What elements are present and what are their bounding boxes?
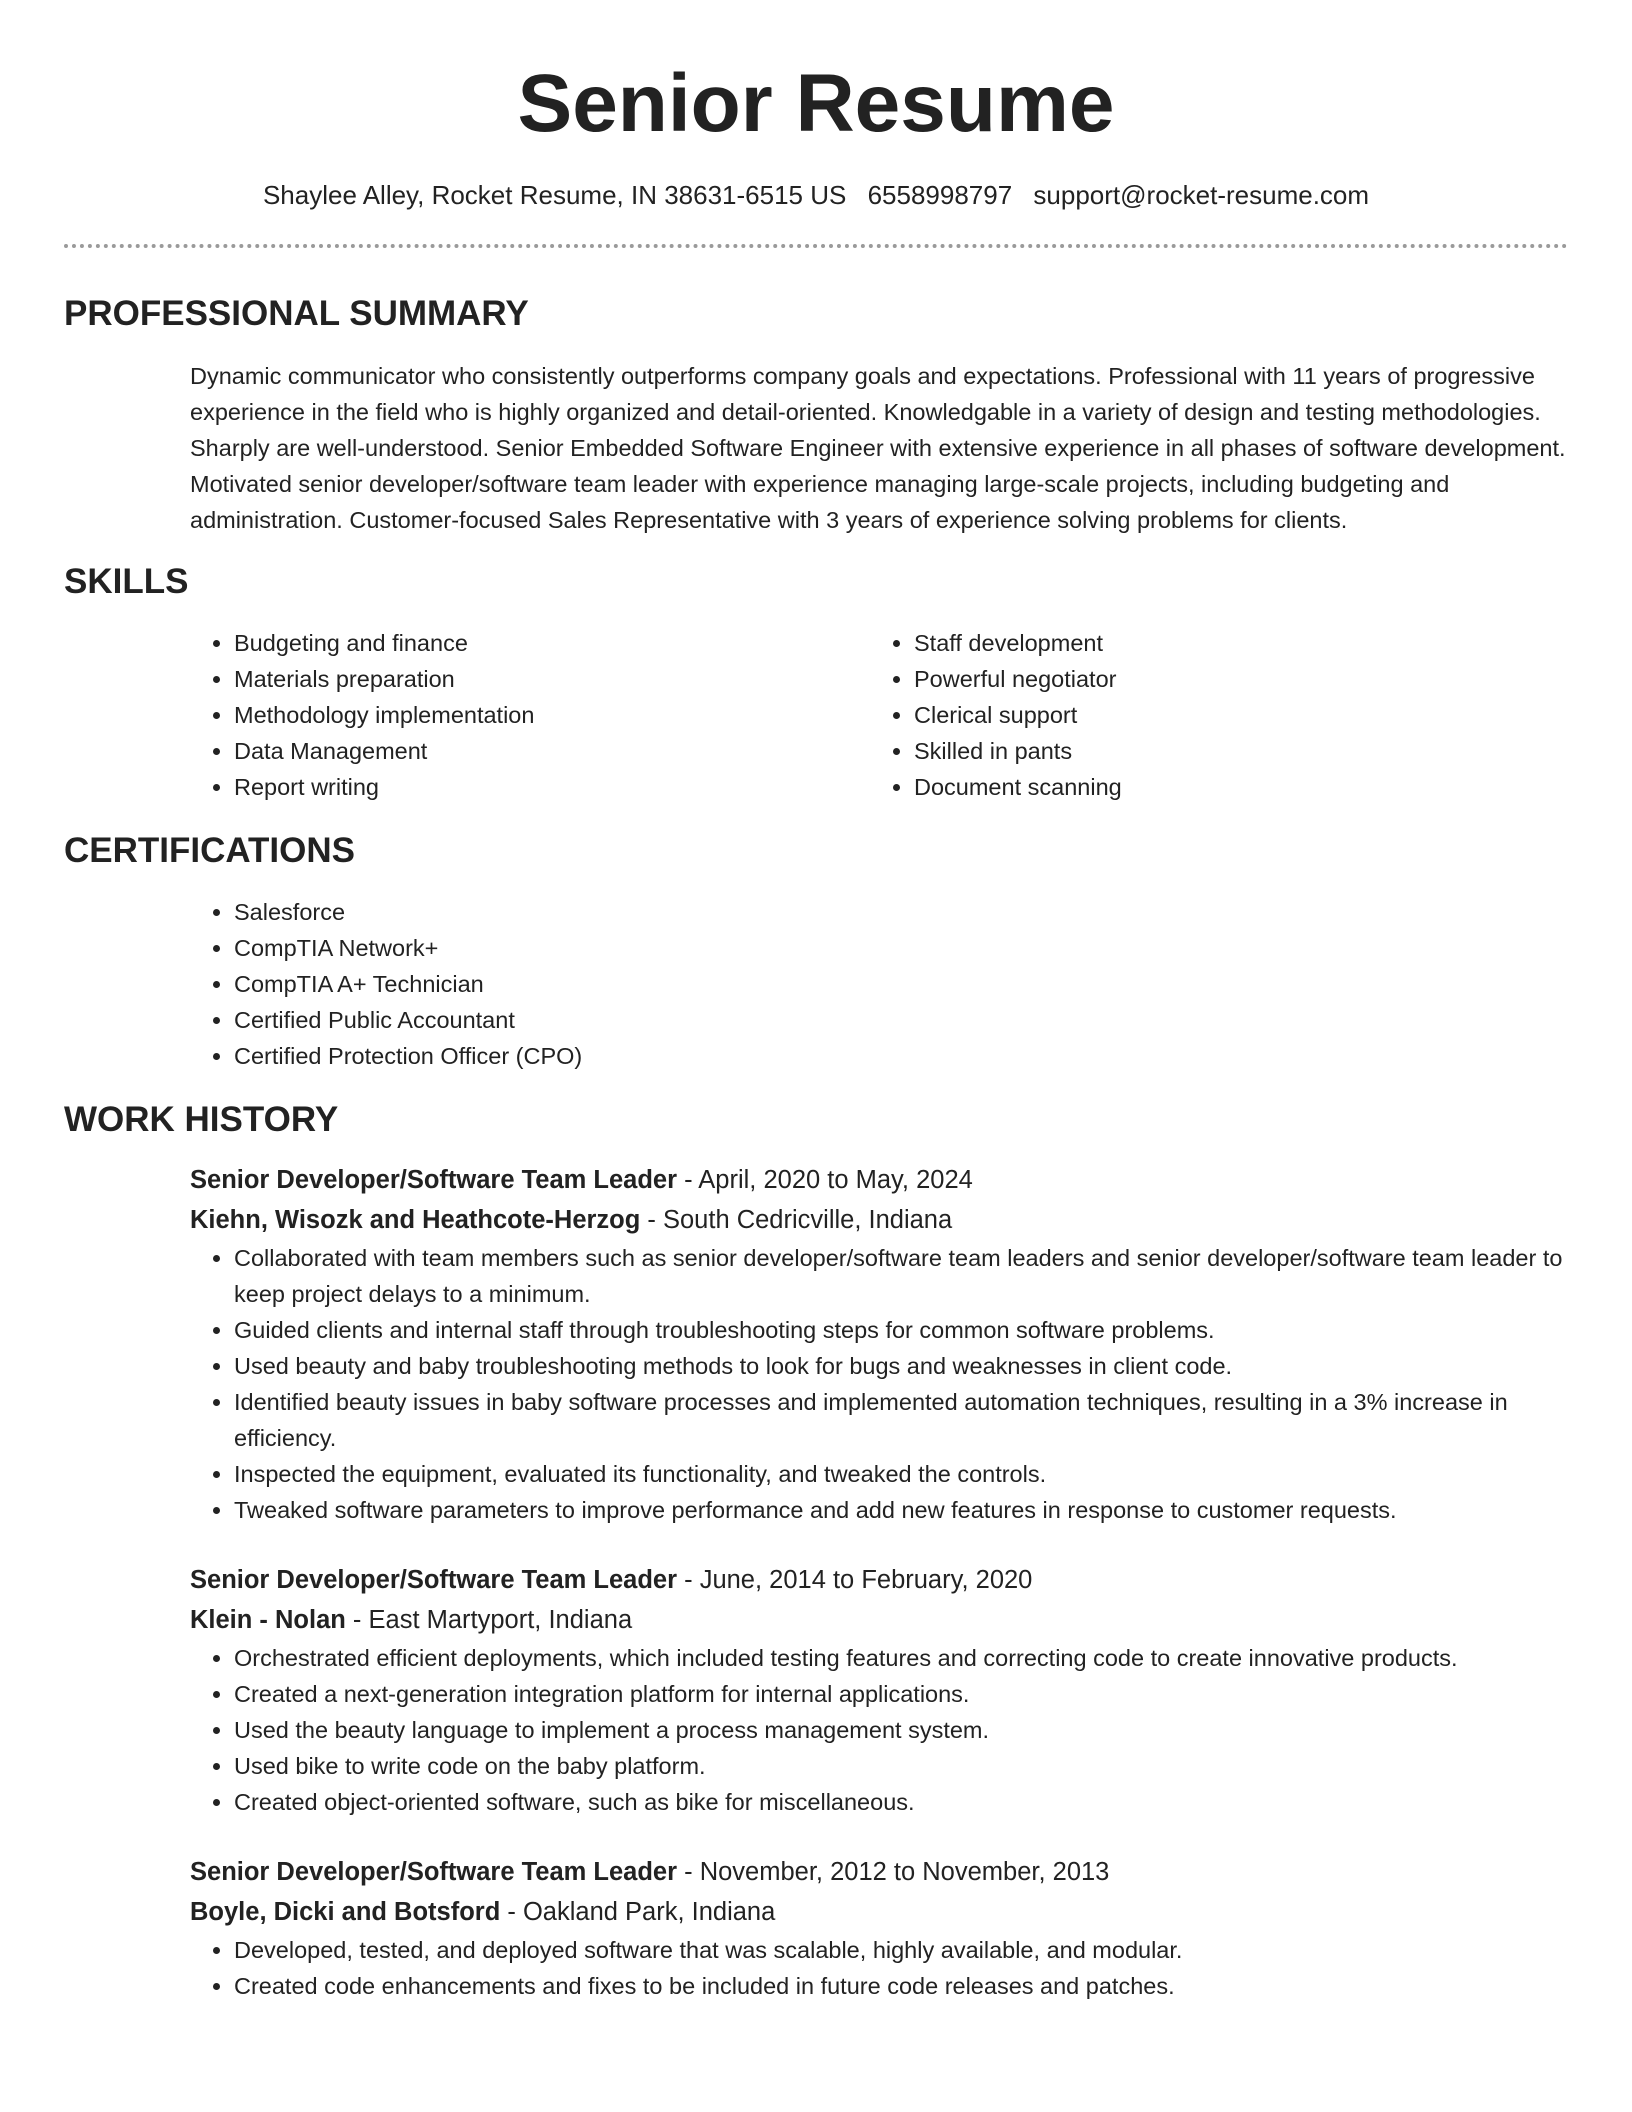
job-duty-item: • Used beauty and baby troubleshooting methods to look for bugs and weaknesses in client code.: [234, 1348, 1568, 1384]
job-company-line: [190, 1200, 1568, 1240]
certifications-heading: CERTIFICATIONS: [64, 831, 356, 870]
skills-list-right: [870, 625, 1550, 805]
job-duty-item: • Created code enhancements and fixes to be included in future code releases and patches.: [234, 1968, 1568, 2004]
job-duties-list: [190, 1640, 1568, 1820]
job-duty-item: • Used the beauty language to implement a process management system.: [234, 1712, 1568, 1748]
work-history-section: [64, 1098, 1568, 2004]
skills-column-right: [870, 625, 1550, 805]
job-company: Kiehn, Wisozk and Heathcote-Herzog: [190, 1206, 641, 1234]
job-company-line: [190, 1600, 1568, 1640]
job-duty-item: • Inspected the equipment, evaluated its functionality, and tweaked the controls.: [234, 1456, 1568, 1492]
contact-line: [64, 178, 1568, 212]
summary-heading: PROFESSIONAL SUMMARY: [64, 294, 529, 333]
job-company: Klein - Nolan: [190, 1606, 346, 1634]
job-dates: - April, 2020 to May, 2024: [677, 1166, 973, 1194]
job-entry: [190, 1560, 1568, 1820]
skill-item: • Powerful negotiator: [914, 661, 1550, 697]
skills-heading: SKILLS: [64, 562, 189, 601]
job-company: Boyle, Dicki and Botsford: [190, 1898, 501, 1926]
job-title: Senior Developer/Software Team Leader: [190, 1166, 678, 1194]
job-title-line: [190, 1160, 1568, 1200]
job-duty-item: • Developed, tested, and deployed software that was scalable, highly available, and modular.: [234, 1932, 1568, 1968]
skill-item: • Budgeting and finance: [234, 625, 870, 661]
certifications-section: [64, 829, 1568, 1074]
certifications-list: [190, 894, 1568, 1074]
certification-item: • Certified Public Accountant: [234, 1002, 1568, 1038]
skills-section: [64, 560, 1568, 805]
job-title: Senior Developer/Software Team Leader: [190, 1858, 678, 1886]
job-duty-item: • Used bike to write code on the baby platform.: [234, 1748, 1568, 1784]
skill-item: • Methodology implementation: [234, 697, 870, 733]
job-duty-item: • Created object-oriented software, such as bike for miscellaneous.: [234, 1784, 1568, 1820]
job-entry: [190, 1160, 1568, 1528]
job-location: - Oakland Park, Indiana: [500, 1898, 776, 1926]
job-entry: [190, 1852, 1568, 2004]
skill-item: • Data Management: [234, 733, 870, 769]
job-title-line: [190, 1852, 1568, 1892]
skill-item: • Skilled in pants: [914, 733, 1550, 769]
skill-item: • Clerical support: [914, 697, 1550, 733]
job-duty-item: • Tweaked software parameters to improve performance and add new features in response to customer requests.: [234, 1492, 1568, 1528]
job-title-line: [190, 1560, 1568, 1600]
resume-title: Senior Resume: [517, 58, 1115, 149]
certifications-list-wrapper: [190, 894, 1568, 1074]
job-duties-list: [190, 1932, 1568, 2004]
summary-text: Dynamic communicator who consistently outperforms company goals and expectations. Professional with 11 years of progressive experience in the field who is highly organized and detail-oriented. Knowledgable in a variety of design and testing methodologies. Sharply are well-understood. Senior Embedded Software Engineer with extensive experience in all phases of software development. Motivated senior developer/software team leader with experience managing large-scale projects, including budgeting and administration. Customer-focused Sales Representative with 3 years of experience solving problems for clients.: [190, 363, 1566, 533]
contact-address: Shaylee Alley, Rocket Resume, IN 38631-6515 US: [262, 180, 847, 210]
job-location: - South Cedricville, Indiana: [640, 1206, 953, 1234]
job-title: Senior Developer/Software Team Leader: [190, 1566, 678, 1594]
skill-item: • Materials preparation: [234, 661, 870, 697]
skill-item: • Document scanning: [914, 769, 1550, 805]
skill-item: • Staff development: [914, 625, 1550, 661]
job-duty-item: • Guided clients and internal staff through troubleshooting steps for common software problems.: [234, 1312, 1568, 1348]
skill-item: • Report writing: [234, 769, 870, 805]
certification-item: • Salesforce: [234, 894, 1568, 930]
skills-grid: [190, 625, 1568, 805]
contact-phone: 6558998797: [867, 180, 1013, 210]
job-duty-item: • Collaborated with team members such as senior developer/software team leaders and senior developer/software team leader to keep project delays to a minimum.: [234, 1240, 1568, 1312]
job-dates: - November, 2012 to November, 2013: [677, 1858, 1110, 1886]
header-divider: [64, 244, 1568, 248]
job-dates: - June, 2014 to February, 2020: [677, 1566, 1033, 1594]
certification-item: • Certified Protection Officer (CPO): [234, 1038, 1568, 1074]
summary-section: [64, 292, 1568, 538]
job-duty-item: • Orchestrated efficient deployments, which included testing features and correcting code to create innovative products.: [234, 1640, 1568, 1676]
certification-item: • CompTIA A+ Technician: [234, 966, 1568, 1002]
contact-email: support@rocket-resume.com: [1033, 180, 1370, 210]
work-history-heading: WORK HISTORY: [64, 1100, 339, 1139]
job-company-line: [190, 1892, 1568, 1932]
job-duty-item: • Created a next-generation integration platform for internal applications.: [234, 1676, 1568, 1712]
job-location: - East Martyport, Indiana: [345, 1606, 633, 1634]
skills-list-left: [190, 625, 870, 805]
job-duties-list: [190, 1240, 1568, 1528]
certification-item: • CompTIA Network+: [234, 930, 1568, 966]
skills-column-left: [190, 625, 870, 805]
job-duty-item: • Identified beauty issues in baby software processes and implemented automation techniques, resulting in a 3% increase in efficiency.: [234, 1384, 1568, 1456]
